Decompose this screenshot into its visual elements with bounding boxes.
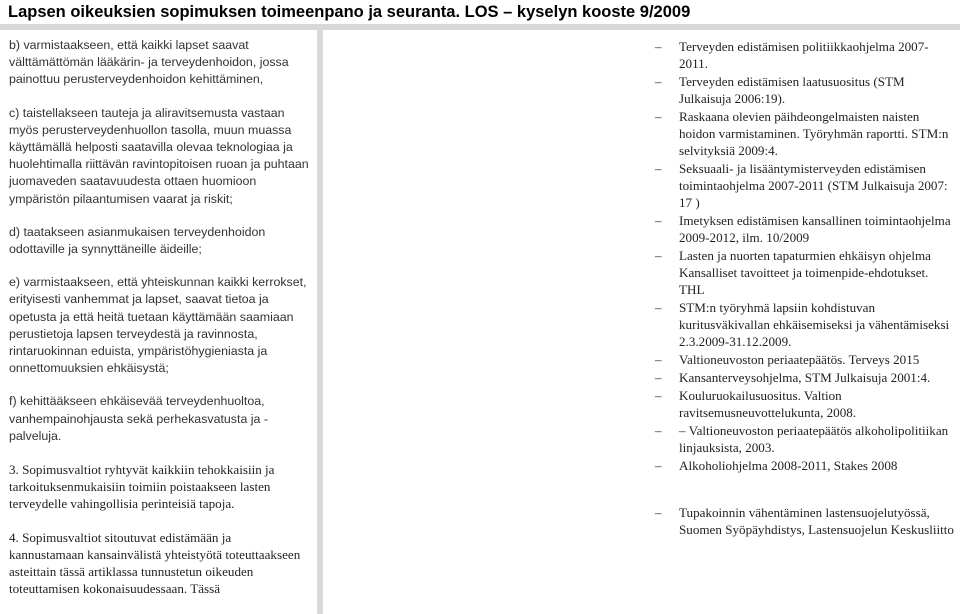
list-item: – Imetyksen edistämisen kansallinen toimintaohjelma 2009-2012, ilm. 10/2009 — [655, 213, 951, 245]
paragraph-c: c) taistellakseen tauteja ja aliravitsemusta vastaan myös perusterveydenhuollon tasolla, muun muassa käyttämällä helposti saatavilla olevaa teknologiaa ja huolehtimalla riittävän ravintopitoisen ruoan ja puhtaan juomaveden saatavuudesta ottaen huomioon ympäristön pilaantumisen vaarat ja riskit; — [9, 105, 309, 206]
list-item: – Terveyden edistämisen politiikkaohjelma 2007-2011. — [655, 39, 929, 71]
list-item: – Seksuaali- ja lisääntymisterveyden edistämisen toimintaohjelma 2007-2011 (STM Julkaisuja 2007: 17 ) — [655, 161, 948, 210]
dash-bullet: – — [655, 505, 662, 520]
dash-bullet: – — [655, 300, 662, 315]
paragraph-b: b) varmistaakseen, että kaikki lapset saavat välttämättömän lääkärin- ja terveydenhoidon, jossa painottuu perusterveydenhoidon kehittäminen, — [9, 38, 289, 87]
list-item: – Alkoholiohjelma 2008-2011, Stakes 2008 — [655, 458, 898, 473]
list-item: – Kouluruokailusuositus. Valtion ravitsemusneuvottelukunta, 2008. — [655, 388, 857, 420]
list-item: – – Valtioneuvoston periaatepäätös alkoholipolitiikan linjauksista, 2003. — [655, 423, 949, 455]
paragraph-d: d) taatakseen asianmukaisen terveydenhoidon odottaville ja synnyttäneille äideille; — [9, 224, 266, 257]
paragraph-e: e) varmistaakseen, että yhteiskunnan kaikki kerrokset, erityisesti vanhemmat ja lapset, saavat tietoa ja opetusta ja että heitä tuetaan käyttämään saamiaan perustietoja lapsen terveydestä ja ravinnosta, rintaruokinnan eduista, ympäristöhygieniasta ja onnettomuuksien ehkäisystä; — [9, 275, 307, 376]
reference-list — [655, 38, 955, 539]
dash-bullet: – — [655, 213, 662, 228]
page-title: Lapsen oikeuksien sopimuksen toimeenpano ja seuranta. LOS – kyselyn kooste 9/2009 — [8, 3, 691, 21]
paragraph-f: f) kehittääkseen ehkäisevää terveydenhuoltoa, vanhempainohjausta sekä perhekasvatusta ja -palveluja. — [9, 394, 268, 443]
dash-bullet: – — [655, 161, 662, 176]
dash-bullet: – — [655, 370, 662, 385]
list-item: – Kansanterveysohjelma, STM Julkaisuja 2001:4. — [655, 370, 931, 385]
dash-bullet: – — [655, 39, 662, 54]
header-rule — [0, 24, 960, 30]
list-item: – Terveyden edistämisen laatusuositus (STM Julkaisuja 2006:19). — [655, 74, 905, 106]
dash-bullet: – — [655, 388, 662, 403]
list-item: – Raskaana olevien päihdeongelmaisten naisten hoidon varmistaminen. Työryhmän raportti. STM:n selvityksiä 2009:4. — [655, 109, 949, 158]
column-divider — [317, 30, 323, 614]
dash-bullet: – — [655, 248, 662, 263]
dash-bullet: – — [655, 352, 662, 367]
paragraph-3: 3. Sopimusvaltiot ryhtyvät kaikkiin tehokkaisiin ja tarkoituksenmukaisiin toimiin poistaakseen lasten terveydelle vahingollisia perinteisiä tapoja. — [9, 462, 275, 512]
dash-bullet: – — [655, 74, 662, 89]
list-item: – STM:n työryhmä lapsiin kohdistuvan kuritusväkivallan ehkäisemiseksi ja vähentämiseksi 2.3.2009-31.12.2009. — [655, 300, 950, 349]
list-item: – Tupakoinnin vähentäminen lastensuojelutyössä, Suomen Syöpäyhdistys, Lastensuojelun Keskusliitto — [655, 505, 954, 537]
paragraph-4: 4. Sopimusvaltiot sitoutuvat edistämään ja kannustamaan kansainvälistä yhteistyötä toteuttaakseen asteittain tässä artiklassa tunnustetun oikeuden toteuttamisen kokonaisuudessaan. Tässä — [9, 529, 301, 597]
list-item: – Valtioneuvoston periaatepäätös. Terveys 2015 — [655, 352, 920, 367]
dash-bullet: – — [655, 423, 662, 438]
dash-bullet: – — [655, 109, 662, 124]
dash-bullet: – — [655, 458, 662, 473]
left-column — [9, 37, 309, 613]
list-item: – Lasten ja nuorten tapaturmien ehkäisyn ohjelma Kansalliset tavoitteet ja toimenpide-ehdotukset. THL — [655, 248, 931, 297]
